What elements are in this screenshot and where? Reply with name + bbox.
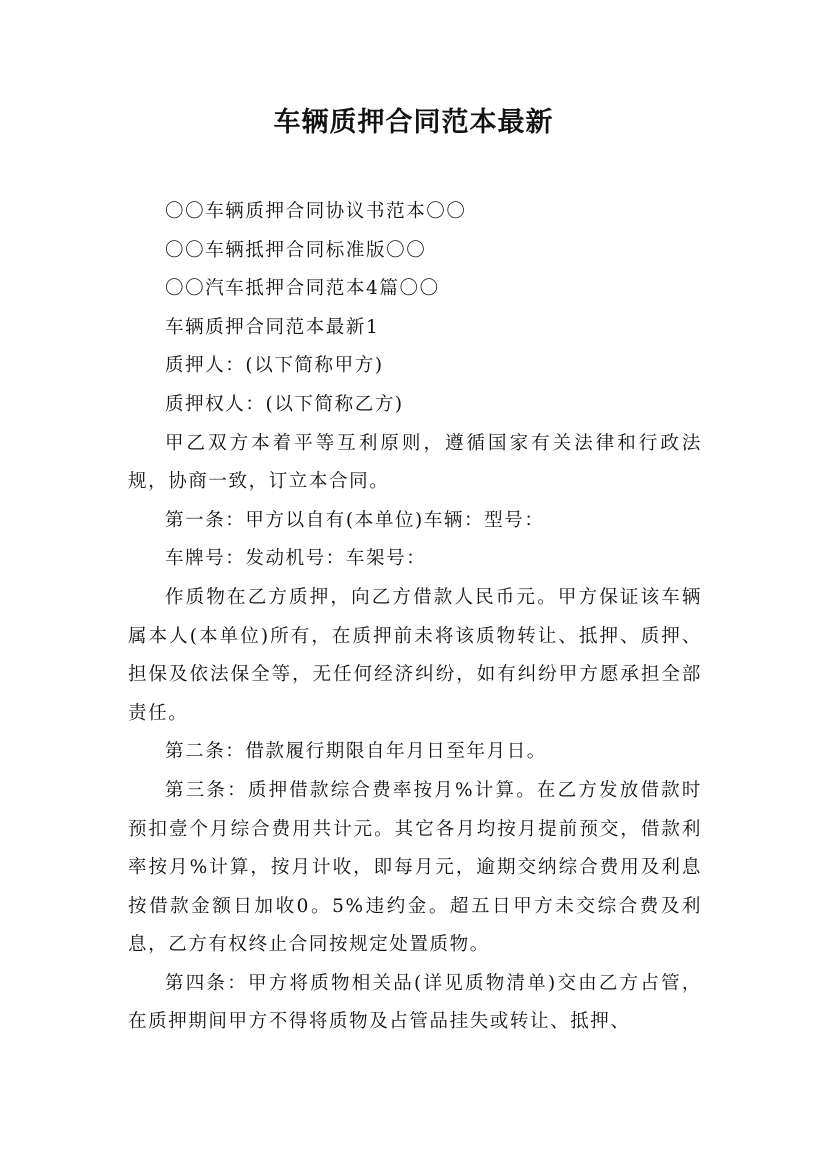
paragraph: 第四条：甲方将质物相关品(详见质物清单)交由乙方占管，在质押期间甲方不得将质物及占管品挂失或转让、抵押、 bbox=[128, 972, 702, 1033]
paragraph: 作质物在乙方质押，向乙方借款人民币元。甲方保证该车辆属本人(本单位)所有，在质押前未将该质物转让、抵押、质押、担保及依法保全等，无任何经济纠纷，如有纠纷甲方愿承担全部责任。 bbox=[128, 586, 702, 724]
paragraph: 〇〇车辆质押合同协议书范本〇〇 bbox=[165, 201, 467, 222]
paragraph: 第二条：借款履行期限自年月日至年月日。 bbox=[165, 741, 547, 763]
paragraph: 第三条：质押借款综合费率按月%计算。在乙方发放借款时预扣壹个月综合费用共计元。其它各月均按月提前预交，借款利率按月%计算，按月计收，即每月元，逾期交纳综合费用及利息按借款金额日加收0。5%违约金。超五日甲方未交综合费及利息，乙方有权终止合同按规定处置质物。 bbox=[128, 779, 702, 956]
paragraph: 车辆质押合同范本最新1 bbox=[165, 316, 380, 338]
paragraph: 甲乙双方本着平等互利原则，遵循国家有关法律和行政法规，协商一致，订立本合同。 bbox=[128, 432, 702, 493]
document-title: 车辆质押合同范本最新 bbox=[273, 107, 554, 138]
paragraph: 〇〇汽车抵押合同范本4篇〇〇 bbox=[165, 278, 440, 300]
paragraph: 质押人：(以下简称甲方) bbox=[165, 355, 384, 377]
paragraph: 车牌号：发动机号：车架号： bbox=[165, 548, 427, 570]
document-body bbox=[128, 193, 702, 1042]
paragraph: 〇〇车辆抵押合同标准版〇〇 bbox=[165, 239, 427, 261]
paragraph: 质押权人：(以下简称乙方) bbox=[165, 393, 404, 415]
paragraph: 第一条：甲方以自有(本单位)车辆：型号： bbox=[165, 509, 545, 531]
